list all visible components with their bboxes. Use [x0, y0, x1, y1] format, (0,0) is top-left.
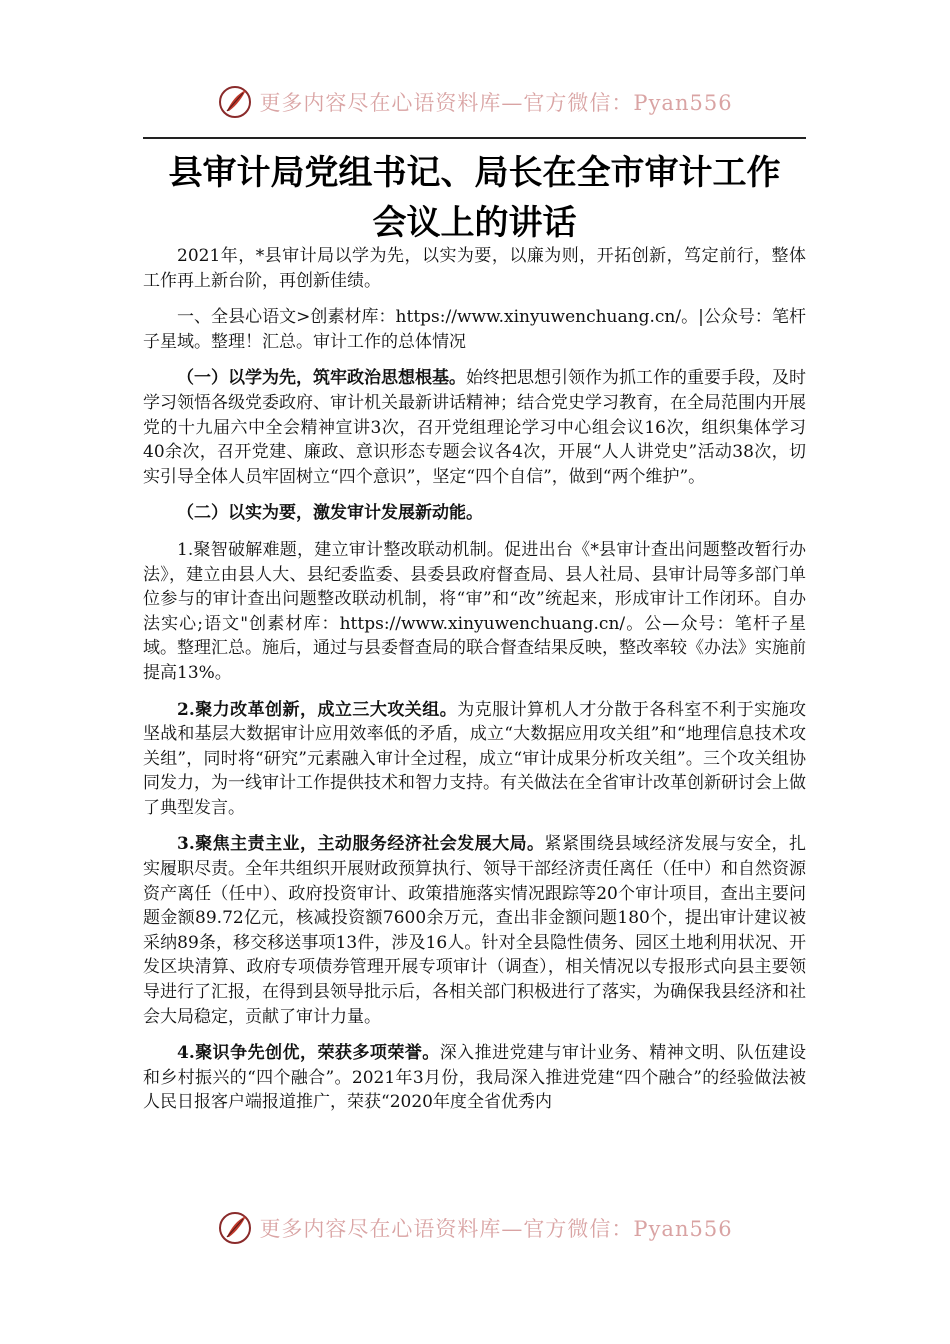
document-body	[143, 244, 806, 1115]
paragraph-sub-3: 3.聚焦主责主业，主动服务经济社会发展大局。紧紧围绕县域经济发展与安全，扎实履职尽责。全年共组织开展财政预算执行、领导干部经济责任离任（任中）和自然资源资产离任（任中）、政府投资审计、政策措施落实情况跟踪等20个审计项目，查出主要问题金额89.72亿元，核减投资额7600余万元，查出非金额问题180个，提出审计建议被采纳89条，移交移送事项13件，涉及16人。针对全县隐性债务、园区土地利用状况、开发区块清算、政府专项债券管理开展专项审计（调查），相关情况以专报形式向县主要领导进行了汇报，在得到县领导批示后，各相关部门积极进行了落实，为确保我县经济和社会大局稳定，贡献了审计力量。	[143, 834, 806, 1027]
paragraph-intro: 2021年，*县审计局以学为先，以实为要，以廉为则，开拓创新，笃定前行，整体工作再上新台阶，再创新佳绩。	[143, 246, 806, 291]
paragraph-sub-4: 4.聚识争先创优，荣获多项荣誉。深入推进党建与审计业务、精神文明、队伍建设和乡村振兴的“四个融合”。2021年3月份，我局深入推进党建“四个融合”的经验做法被人民日报客户端报道推广，荣获“2020年度全省优秀内	[143, 1043, 807, 1113]
top-banner	[0, 82, 950, 122]
paragraph-sub-2: 2.聚力改革创新，成立三大攻关组。为克服计算机人才分散于各科室不利于实施攻坚战和基层大数据审计应用效率低的矛盾，成立“大数据应用攻关组”和“地理信息技术攻关组”，同时将“研究”元素融入审计全过程，成立“审计成果分析攻关组”。三个攻关组协同发力，为一线审计工作提供技术和智力支持。有关做法在全省审计改革创新研讨会上做了典型发言。	[143, 699, 807, 818]
document-title	[143, 148, 806, 248]
bottom-banner	[0, 1208, 950, 1248]
header-divider	[143, 137, 806, 139]
banner-text: 更多内容尽在心语资料库—官方微信：Pyan556	[259, 91, 733, 115]
title-line-2: 会议上的讲话	[372, 203, 577, 243]
paragraph-item-2-heading: （二）以实为要，激发审计发展新动能。	[177, 503, 483, 524]
banner-text: 更多内容尽在心语资料库—官方微信：Pyan556	[259, 1217, 733, 1241]
paragraph-sub-1: 1.聚智破解难题，建立审计整改联动机制。促进出台《*县审计查出问题整改暂行办法》，建立由县人大、县纪委监委、县委县政府督查局、县人社局、县审计局等多部门单位参与的审计查出问题整改联动机制，将“审”和“改”统起来，形成审计工作闭环。自办法实心;语文"创素材库：https://www.xinyuwenchuang.cn/。公—众号：笔杆子星域。整理汇总。施后，通过与县委督查局的联合督查结果反映，整改率较《办法》实施前提高13%。	[143, 539, 806, 683]
quill-logo-icon	[217, 84, 253, 120]
paragraph-item-1: （一）以学为先，筑牢政治思想根基。始终把思想引领作为抓工作的重要手段，及时学习领悟各级党委政府、审计机关最新讲话精神；结合党史学习教育，在全局范围内开展党的十九届六中全会精神宣讲3次，召开党组理论学习中心组会议16次，组织集体学习40余次，召开党建、廉政、意识形态专题会议各4次，开展“人人讲党史”活动38次，切实引导全体人员牢固树立“四个意识”，坚定“四个自信”，做到“两个维护”。	[143, 368, 806, 487]
quill-logo-icon	[217, 1210, 253, 1246]
paragraph-section-1: 一、全县心语文>创素材库：https://www.xinyuwenchuang.cn/。|公众号：笔杆子星域。整理！汇总。审计工作的总体情况	[143, 307, 806, 352]
title-line-1: 县审计局党组书记、局长在全市审计工作	[168, 153, 781, 193]
